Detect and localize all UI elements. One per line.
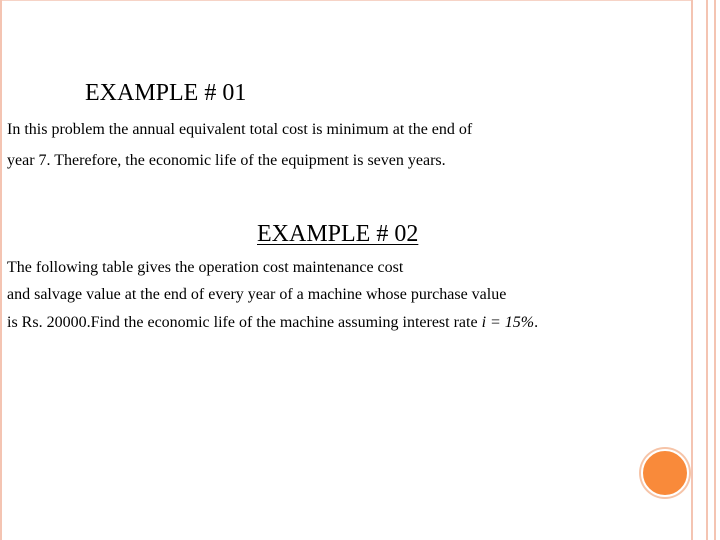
example-1-text-line-2: year 7. Therefore, the economic life of the equipment is seven years. [7,152,446,169]
frame-right-line [706,0,708,540]
example-2-text-line-3 [7,313,538,333]
example-2-text-line-3-main: is Rs. 20000.Find the economic life of the machine assuming interest rate [7,314,482,331]
example-2-text-line-2: and salvage value at the end of every year of a machine whose purchase value [7,286,507,303]
example-1-heading: EXAMPLE # 01 [85,80,247,106]
frame-right-line [691,0,693,540]
frame-right-line [714,0,716,540]
example-1-text-line-1: In this problem the annual equivalent total cost is minimum at the end of [7,121,473,138]
accent-circle-decoration [641,449,689,497]
example-2-text-line-3-end: . [534,314,539,331]
example-2-text-line-1: The following table gives the operation cost maintenance cost [7,259,404,276]
example-2-heading: EXAMPLE # 02 [257,221,419,247]
frame-top-border [0,0,720,1]
frame-left-border [0,0,2,540]
interest-rate-expression: i = 15% [481,314,535,331]
